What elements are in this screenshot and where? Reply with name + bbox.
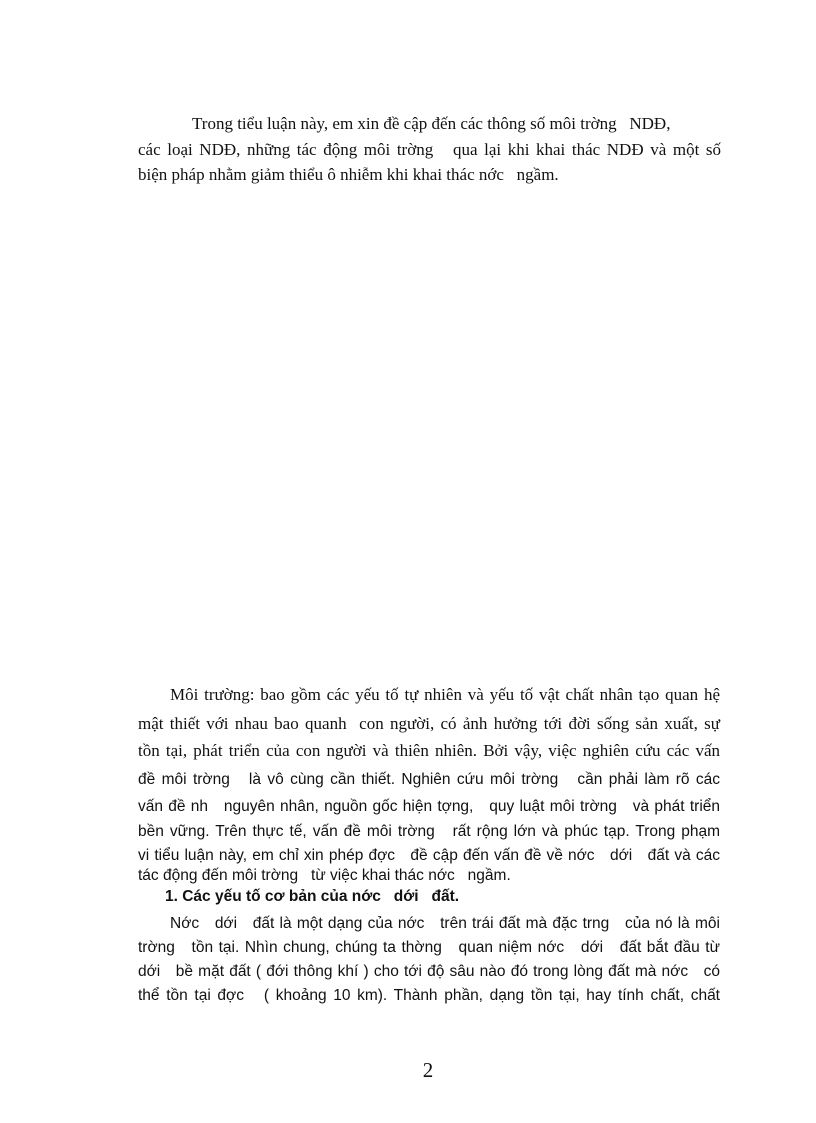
section-line-2: trờng tồn tại. Nhìn chung, chúng ta thờng quan niệm nớc dới đất bắt đầu từ <box>138 939 720 956</box>
body-line-7: vi tiểu luận này, em chỉ xin phép đợc đề cập đến vấn đề về nớc dới đất và các <box>138 847 720 864</box>
intro-line-1: Trong tiểu luận này, em xin đề cập đến các thông số môi trờng NDĐ, <box>192 114 671 133</box>
intro-line-2: các loại NDĐ, những tác động môi trờng qua lại khi khai thác NDĐ và một số <box>138 140 721 159</box>
body-line-2: mật thiết với nhau bao quanh con người, có ảnh hưởng tới đời sống sản xuất, sự <box>138 714 720 733</box>
body-line-3: tồn tại, phát triển của con người và thiên nhiên. Bởi vậy, việc nghiên cứu các vấn <box>138 741 720 760</box>
intro-line-3: biện pháp nhằm giảm thiểu ô nhiễm khi khai thác nớc ngầm. <box>138 165 559 184</box>
body-line-5: vấn đề nh nguyên nhân, nguồn gốc hiện tợng, quy luật môi trờng và phát triển <box>138 798 720 815</box>
body-line-8: tác động đến môi trờng từ việc khai thác nớc ngầm. <box>138 867 511 884</box>
body-line-4: đề môi trờng là vô cùng cần thiết. Nghiên cứu môi trờng cần phải làm rõ các <box>138 771 720 788</box>
section-heading: 1. Các yếu tố cơ bản của nớc dới đất. <box>165 888 460 905</box>
body-line-6: bền vững. Trên thực tế, vấn đề môi trờng rất rộng lớn và phúc tạp. Trong phạm <box>138 823 720 840</box>
section-line-3: dới bề mặt đất ( đới thông khí ) cho tới độ sâu nào đó trong lòng đất mà nớc có <box>138 963 720 980</box>
section-line-4: thể tồn tại đợc ( khoảng 10 km). Thành phần, dạng tồn tại, hay tính chất, chất <box>138 987 720 1004</box>
page-number: 2 <box>422 1058 434 1082</box>
body-line-1: Môi trường: bao gồm các yếu tố tự nhiên và yếu tố vật chất nhân tạo quan hệ <box>170 685 720 704</box>
section-line-1: Nớc dới đất là một dạng của nớc trên trái đất mà đặc trng của nó là môi <box>170 915 720 932</box>
